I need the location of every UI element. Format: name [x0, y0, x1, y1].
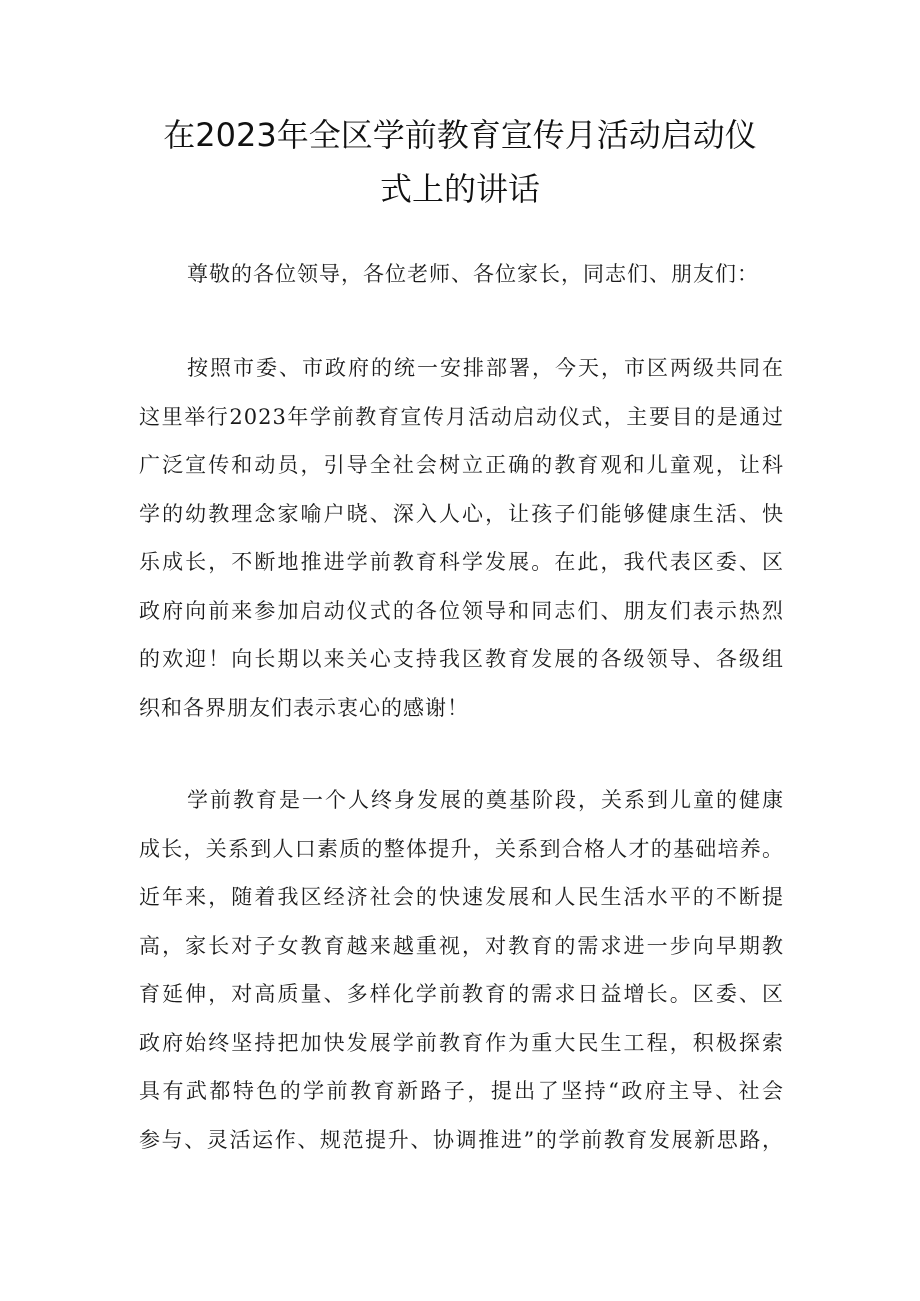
paragraph-line: 的欢迎！向长期以来关心支持我区教育发展的各级领导、各级组: [139, 647, 784, 671]
paragraph-line: 广泛宣传和动员，引导全社会树立正确的教育观和儿童观，让科: [139, 453, 784, 477]
paragraph-line: 高，家长对子女教育越来越重视，对教育的需求进一步向早期教: [139, 933, 784, 958]
salutation: [139, 250, 784, 299]
paragraph-1: [139, 344, 784, 732]
paragraph-line: 具有武都特色的学前教育新路子，提出了坚持“政府主导、社会: [139, 1079, 784, 1103]
title-line: 在2023年全区学前教育宣传月活动启动仪: [163, 116, 757, 154]
paragraph-line: 成长，关系到人口素质的整体提升，关系到合格人才的基础培养。: [139, 836, 784, 861]
paragraph-line: 育延伸，对高质量、多样化学前教育的需求日益增长。区委、区: [139, 982, 784, 1006]
paragraph-line: 学的幼教理念家喻户晓、深入人心，让孩子们能够健康生活、快: [139, 501, 784, 526]
paragraph-line: 近年来，随着我区经济社会的快速发展和人民生活水平的不断提: [139, 885, 784, 909]
paragraph-line: 按照市委、市政府的统一安排部署，今天，市区两级共同在: [187, 356, 784, 380]
paragraph-line: 织和各界朋友们表示衷心的感谢！: [139, 695, 469, 720]
paragraph-line: 参与、灵活运作、规范提升、协调推进”的学前教育发展新思路，: [139, 1127, 784, 1152]
paragraph-line: 乐成长，不断地推进学前教育科学发展。在此，我代表区委、区: [139, 550, 784, 574]
salutation-text: 尊敬的各位领导，各位老师、各位家长，同志们、朋友们：: [187, 262, 759, 286]
paragraph-line: 政府始终坚持把加快发展学前教育作为重大民生工程，积极探索: [139, 1030, 784, 1055]
paragraph-line: 这里举行2023年学前教育宣传月活动启动仪式，主要目的是通过: [139, 404, 784, 429]
paragraph-2: [139, 776, 784, 1164]
paragraph-line: 学前教育是一个人终身发展的奠基阶段，关系到儿童的健康: [187, 788, 784, 812]
document-title: [120, 108, 800, 216]
paragraph-line: 政府向前来参加启动仪式的各位领导和同志们、朋友们表示热烈: [139, 598, 784, 623]
title-line: 式上的讲话: [379, 170, 540, 208]
